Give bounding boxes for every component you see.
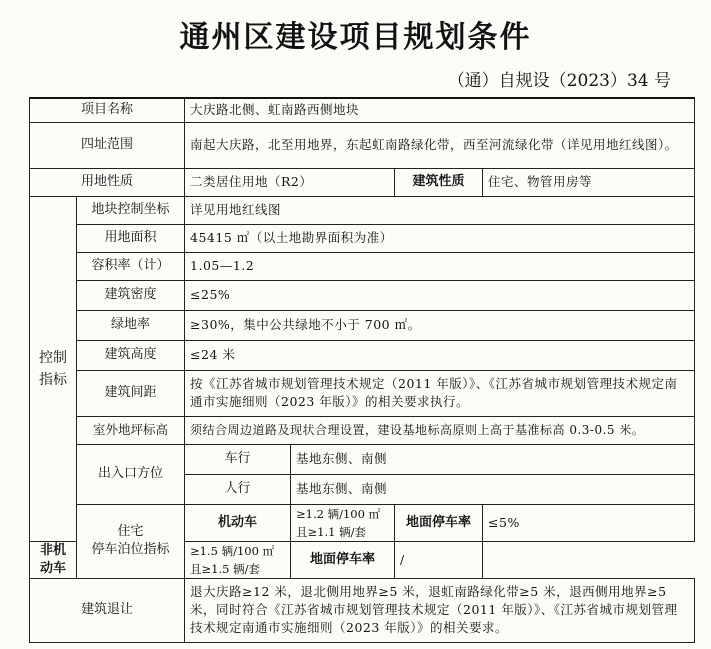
row-land-use — [30, 168, 695, 196]
row-height — [30, 340, 695, 370]
nonmotor-value: ≥1.5 辆/100 ㎡且≥1.5 辆/套 — [185, 541, 291, 578]
row-density — [30, 280, 695, 310]
project-name-label: 项目名称 — [30, 98, 185, 122]
project-name-value: 大庆路北侧、虹南路西侧地块 — [185, 98, 695, 122]
land-use-label: 用地性质 — [30, 168, 185, 196]
parking-label-line1: 住宅 — [117, 524, 144, 539]
motor-label: 机动车 — [185, 504, 291, 541]
height-label: 建筑高度 — [77, 340, 185, 370]
row-motor-parking — [30, 504, 695, 541]
document-number: （通）自规设（2023）34 号 — [447, 71, 671, 91]
parking-label — [77, 504, 185, 578]
row-coords — [30, 196, 695, 224]
spacing-label: 建筑间距 — [77, 370, 185, 416]
row-project-name — [30, 98, 695, 122]
building-nature-value: 住宅、物管用房等 — [483, 168, 695, 196]
building-nature-label: 建筑性质 — [395, 168, 483, 196]
row-vehicle-entrance — [30, 444, 695, 474]
far-label: 容积率（计） — [77, 252, 185, 280]
coords-label: 地块控制坐标 — [77, 196, 185, 224]
far-value: 1.05—1.2 — [185, 252, 695, 280]
area-label: 用地面积 — [77, 224, 185, 252]
entrance-label: 出入口方位 — [77, 444, 185, 504]
green-label: 绿地率 — [77, 310, 185, 340]
row-boundary — [30, 122, 695, 168]
green-value: ≥30%，集中公共绿地不小于 700 ㎡。 — [185, 310, 695, 340]
planning-conditions-table — [29, 97, 695, 643]
ground-parking-label-1: 地面停车率 — [395, 504, 483, 541]
document-title: 通州区建设项目规划条件 — [179, 20, 532, 55]
row-far — [30, 252, 695, 280]
vehicle-label: 车行 — [185, 444, 291, 474]
row-spacing — [30, 370, 695, 416]
row-area — [30, 224, 695, 252]
boundary-label: 四址范围 — [30, 122, 185, 168]
setback-label: 建筑退让 — [30, 578, 185, 642]
ground-parking-value-1: ≤5% — [483, 504, 695, 541]
parking-label-line2: 停车泊位指标 — [91, 542, 170, 557]
elevation-label: 室外地坪标高 — [77, 416, 185, 444]
row-elevation — [30, 416, 695, 444]
vehicle-value: 基地东侧、南侧 — [291, 444, 695, 474]
row-green — [30, 310, 695, 340]
row-setback — [30, 578, 695, 642]
density-value: ≤25% — [185, 280, 695, 310]
height-value: ≤24 米 — [185, 340, 695, 370]
setback-value: 退大庆路≥12 米，退北侧用地界≥5 米，退虹南路绿化带≥5 米，退西侧用地界≥5 米，同时符合《江苏省城市规划管理技术规定（2011 年版）》、《江苏省城市规划管理技术规定南通市实施细则（2023 年版）》的相关要求。 — [185, 578, 695, 642]
motor-value: ≥1.2 辆/100 ㎡且≥1.1 辆/套 — [291, 504, 395, 541]
area-value: 45415 ㎡（以土地勘界面积为准） — [185, 224, 695, 252]
elevation-value: 须结合周边道路及现状合理设置，建设基地标高原则上高于基准标高 0.3-0.5 米。 — [185, 416, 695, 444]
ground-parking-value-2: / — [395, 541, 483, 578]
ground-parking-label-2: 地面停车率 — [291, 541, 395, 578]
boundary-value: 南起大庆路，北至用地界，东起虹南路绿化带，西至河流绿化带（详见用地红线图）。 — [185, 122, 695, 168]
nonmotor-label: 非机动车 — [30, 541, 77, 578]
density-label: 建筑密度 — [77, 280, 185, 310]
coords-value: 详见用地红线图 — [185, 196, 695, 224]
control-indicators-label: 控制指标 — [30, 196, 77, 541]
spacing-value: 按《江苏省城市规划管理技术规定（2011 年版）》、《江苏省城市规划管理技术规定南通市实施细则（2023 年版）》的相关要求执行。 — [185, 370, 695, 416]
pedestrian-label: 人行 — [185, 474, 291, 504]
land-use-value: 二类居住用地（R2） — [185, 168, 395, 196]
pedestrian-value: 基地东侧、南侧 — [291, 474, 695, 504]
